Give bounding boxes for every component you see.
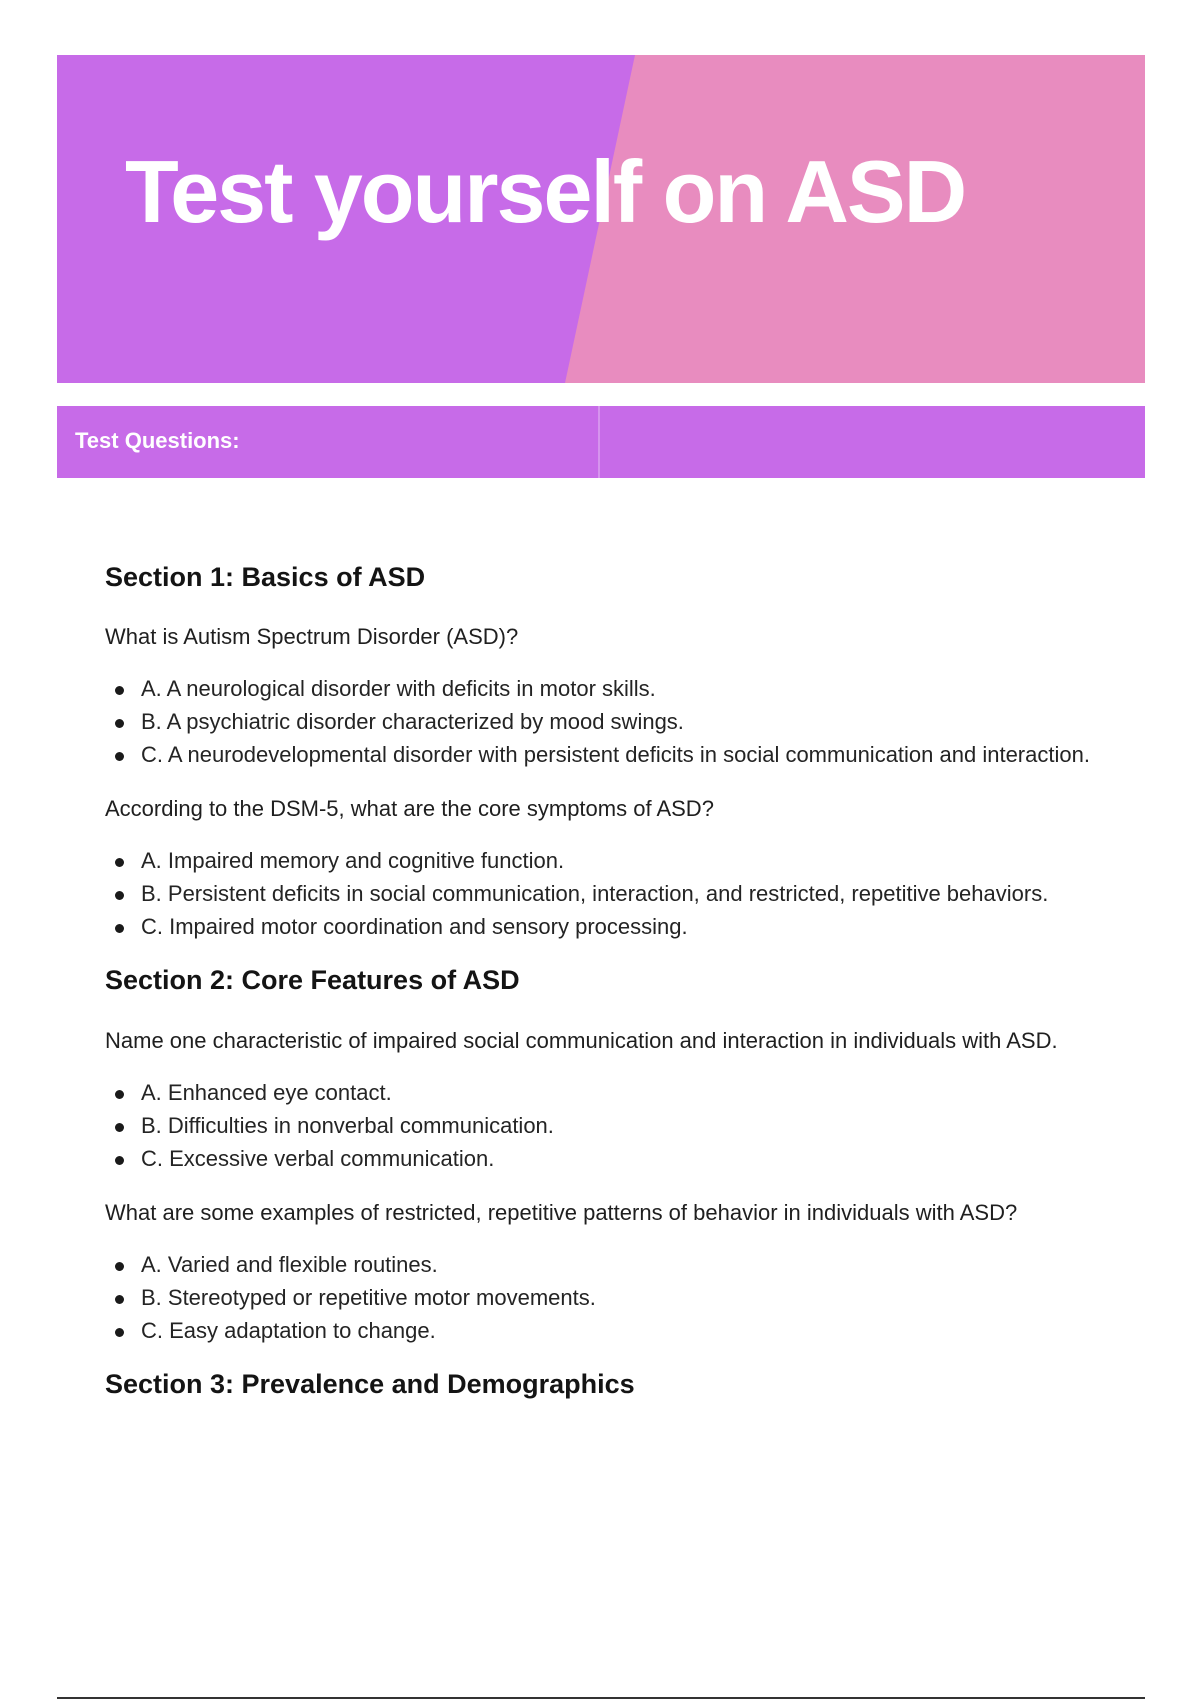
page-title: Test yourself on ASD [125,142,966,241]
section-heading: Section 3: Prevalence and Demographics [105,1368,635,1399]
option-item: B. A psychiatric disorder characterized by mood swings. [141,705,1115,738]
option-item: C. A neurodevelopmental disorder with persistent deficits in social communication and interaction. [141,738,1115,771]
section-heading: Section 2: Core Features of ASD [105,965,520,996]
option-item: A. Enhanced eye contact. [141,1076,1115,1109]
question-text: Name one characteristic of impaired social communication and interaction in individuals with ASD. [105,1027,1058,1053]
option-item: A. A neurological disorder with deficits in motor skills. [141,672,1115,705]
questions-content [105,560,1115,1426]
title-banner [57,55,1145,383]
option-item: C. Excessive verbal communication. [141,1142,1115,1175]
options-list [105,672,1115,771]
test-questions-bar [57,406,1145,478]
test-questions-label: Test Questions: [75,428,240,453]
option-item: A. Impaired memory and cognitive function. [141,844,1115,877]
question-text: What are some examples of restricted, repetitive patterns of behavior in individuals with ASD? [105,1199,1018,1225]
options-list [105,1076,1115,1175]
option-item: C. Impaired motor coordination and sensory processing. [141,910,1115,943]
options-list [105,844,1115,943]
bar-divider [598,406,600,478]
option-item: B. Stereotyped or repetitive motor movements. [141,1281,1115,1314]
options-list [105,1248,1115,1347]
section-heading: Section 1: Basics of ASD [105,562,426,592]
option-item: B. Persistent deficits in social communication, interaction, and restricted, repetitive behaviors. [141,877,1115,910]
question-text: What is Autism Spectrum Disorder (ASD)? [105,624,519,650]
option-item: B. Difficulties in nonverbal communication. [141,1109,1115,1142]
footer-rule [57,1697,1145,1699]
question-text: According to the DSM-5, what are the core symptoms of ASD? [105,796,714,822]
option-item: A. Varied and flexible routines. [141,1248,1115,1281]
option-item: C. Easy adaptation to change. [141,1314,1115,1347]
